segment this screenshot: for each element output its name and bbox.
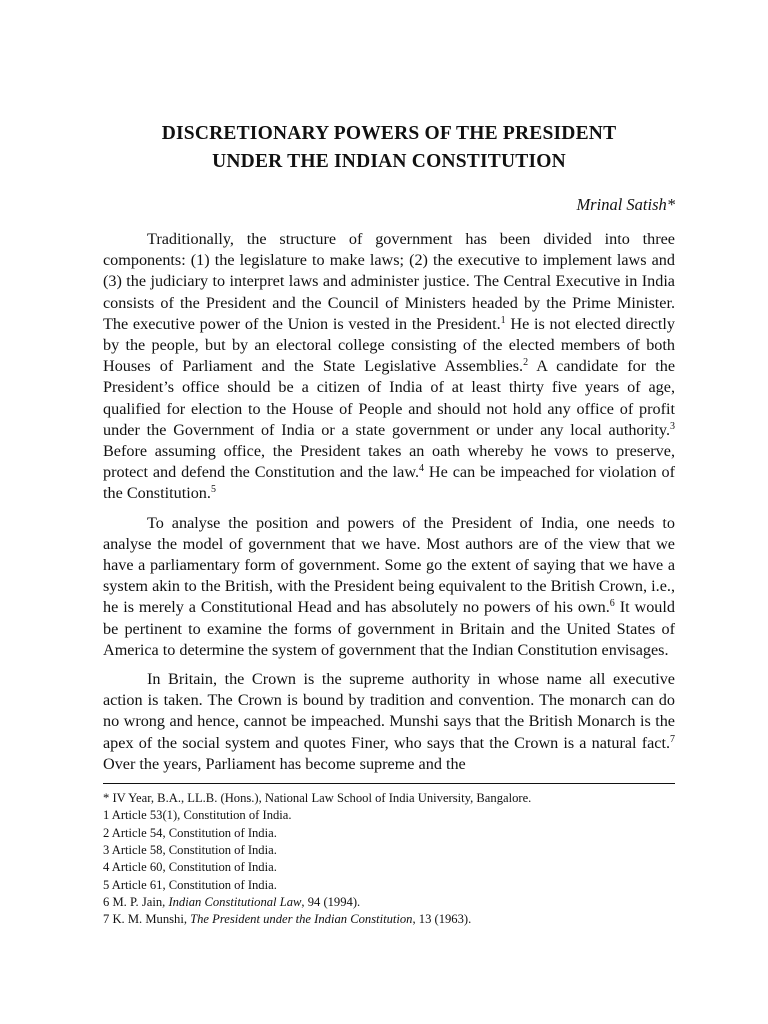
article-title-line-2: UNDER THE INDIAN CONSTITUTION bbox=[212, 151, 566, 172]
footnote: 5 Article 61, Constitution of India. bbox=[103, 877, 277, 892]
footnote-ref: 4 bbox=[419, 463, 425, 475]
footnote-divider bbox=[103, 783, 675, 784]
footnote-ref: 6 bbox=[609, 598, 615, 610]
footnote: 1 Article 53(1), Constitution of India. bbox=[103, 808, 292, 823]
footnotes bbox=[103, 790, 675, 928]
paragraph: In Britain, the Crown is the supreme authority in whose name all executive action is taken. The Crown is bound by tradition and convention. The monarch can do no wrong and hence, cannot be impeached. Munshi says that the British Monarch is the apex of the social system and quotes Finer, who says that the Crown is a natural fact.$^7$ Over the years, Parliament has become supreme and the bbox=[103, 670, 675, 773]
footnote-ref: 2 bbox=[523, 357, 529, 369]
footnote-ref: 7 bbox=[670, 733, 675, 745]
footnote-ref: 1 bbox=[500, 314, 506, 326]
footnote-ref: 5 bbox=[210, 484, 216, 496]
footnote: 2 Article 54, Constitution of India. bbox=[103, 825, 277, 840]
footnote: 4 Article 60, Constitution of India. bbox=[103, 860, 277, 875]
footnote: * IV Year, B.A., LL.B. (Hons.), National Law School of India University, Bangalore. bbox=[103, 791, 532, 806]
footnote: 7 K. M. Munshi, The President under the Indian Constitution, 13 (1963). bbox=[103, 912, 472, 927]
article-title bbox=[103, 120, 675, 176]
footnote: 6 M. P. Jain, Indian Constitutional Law, 94 (1994). bbox=[103, 894, 361, 909]
author-name: Mrinal Satish* bbox=[576, 195, 675, 214]
citation-title: Indian Constitutional Law bbox=[168, 894, 302, 909]
paragraph: To analyse the position and powers of the President of India, one needs to analyse the model of government that we have. Most authors are of the view that we have a parliamentary form of government. Some go the extent of saying that we have a system akin to the British, with the President being equivalent to the British Crown, i.e., he is merely a Constitutional Head and has absolutely no powers of his own.$^6$ It would be pertinent to examine the forms of government in Britain and the United States of America to determine the system of government that the Indian Constitution envisages. bbox=[103, 513, 675, 659]
article-page bbox=[103, 120, 675, 928]
footnote-ref: 3 bbox=[670, 420, 675, 432]
paragraph: Traditionally, the structure of government has been divided into three components: (1) the legislature to make laws; (2) the executive to implement laws and (3) the judiciary to interpret laws and administer justice. The Central Executive in India consists of the President and the Council of Ministers headed by the Prime Minister. The executive power of the Union is vested in the President.$^1$ He is not elected directly by the people, but by an electoral college consisting of the elected members of both Houses of Parliament and the State Legislative Assemblies.$^2$ A candidate for the President’s office should be a citizen of India of at least thirty five years of age, qualified for election to the House of People and should not hold any office of profit under the Government of India or a state government or under any local authority.$^3$ Before assuming office, the President takes an oath whereby he vows to preserve, protect and defend the Constitution and the law.$^4$ He can be impeached for violation of the Constitution.$^5$ bbox=[103, 230, 675, 503]
citation-title: The President under the Indian Constitution bbox=[190, 912, 413, 927]
footnote: 3 Article 58, Constitution of India. bbox=[103, 842, 277, 857]
article-title-line-1: DISCRETIONARY POWERS OF THE PRESIDENT bbox=[161, 123, 617, 144]
body-text bbox=[103, 229, 675, 775]
